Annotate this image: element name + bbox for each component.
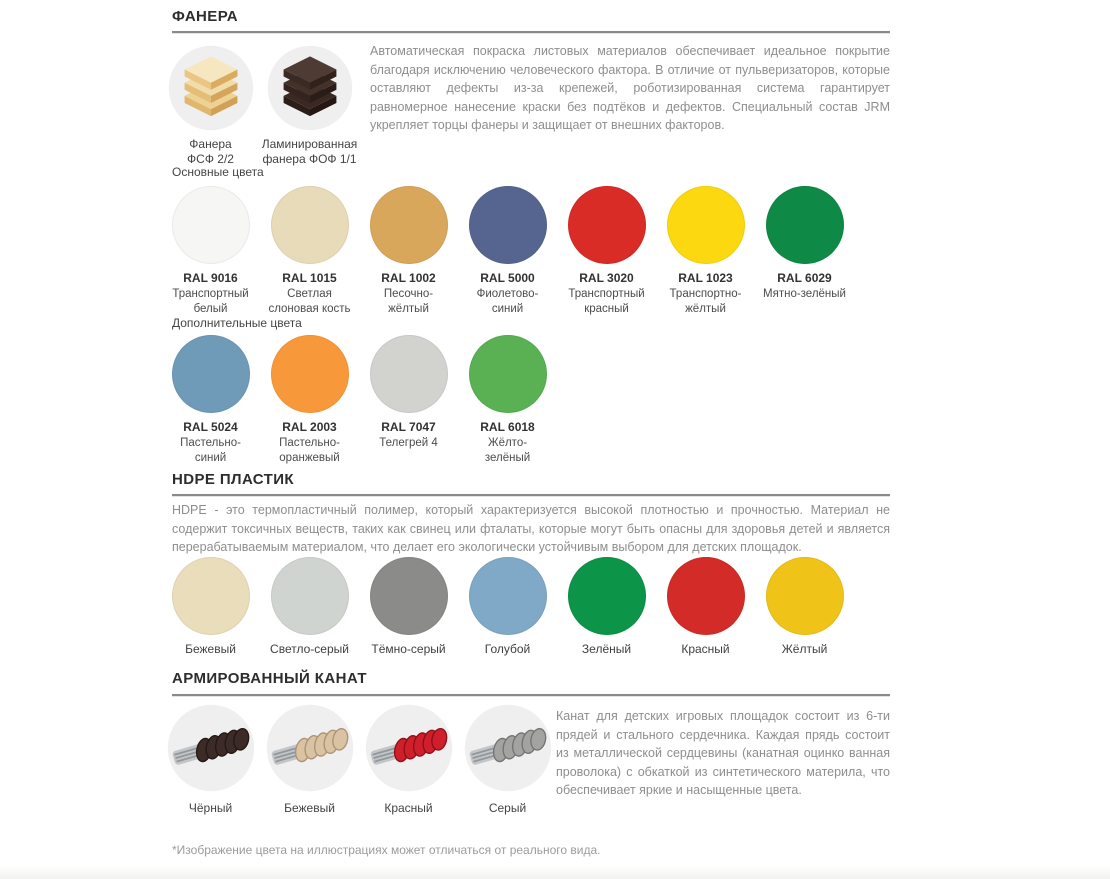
color-name-line1: Мятно-зелёный	[763, 288, 846, 300]
section-divider	[172, 31, 890, 34]
hdpe-section-title: HDPE ПЛАСТИК	[172, 471, 294, 488]
section-divider	[172, 694, 890, 697]
main-colors-subtitle: Основные цвета	[172, 165, 264, 179]
rope-photo-icon	[463, 703, 553, 793]
color-swatch	[755, 557, 854, 656]
ral-code: RAL 1015	[282, 271, 337, 285]
color-name-line2: белый	[193, 302, 228, 315]
rope-photo-icon	[364, 703, 454, 793]
rope-description: Канат для детских игровых площадок состоит из 6-ти прядей и стального сердечника. Каждая прядь состоит из металлической сердцевины (канатная оцинко ванная проволока) с обкаткой из синтетического материла, что обеспечивает яркие и насыщенные цвета.	[556, 709, 890, 797]
material-label	[260, 137, 359, 167]
color-circle	[271, 335, 349, 413]
color-name-line1: Светлая	[287, 288, 332, 300]
rope-photo-icon	[166, 703, 256, 793]
color-name-line2: синий	[194, 451, 227, 464]
ral-code: RAL 9016	[183, 271, 238, 285]
page-content	[172, 0, 890, 879]
color-name-line2: зелёный	[484, 451, 531, 464]
color-swatch	[359, 557, 458, 656]
color-swatch	[359, 186, 458, 316]
color-circle	[667, 557, 745, 635]
color-circle	[469, 335, 547, 413]
color-circle	[568, 186, 646, 264]
color-name: Красный	[681, 642, 730, 656]
color-swatch	[557, 557, 656, 656]
rope-photo-icon	[265, 703, 355, 793]
color-swatch	[161, 557, 260, 656]
color-swatch	[656, 557, 755, 656]
rope-swatch	[260, 703, 359, 815]
material-label-line2: ФСФ 2/2	[187, 152, 234, 166]
hdpe-description: HDPE - это термопластичный полимер, который характеризуется высокой плотностью и прочностью. Материал не содержит токсичных веществ, таких как свинец или фталаты, которые могут быть опасны для здоровья детей и является перерабатываемым материалом, что делает его экологически устойчивым выбором для детских площадок.	[172, 503, 890, 554]
color-name-line1: Пастельно-	[180, 437, 241, 449]
material-label-line1: Ламинированная	[261, 137, 358, 151]
ral-code: RAL 6029	[777, 271, 832, 285]
color-swatch	[755, 186, 854, 316]
extra-colors-row	[161, 335, 557, 465]
color-swatch	[458, 186, 557, 316]
rope-section-title: АРМИРОВАННЫЙ КАНАТ	[172, 670, 367, 687]
ral-code: RAL 1023	[678, 271, 733, 285]
color-name-line1: Жёлто-	[487, 437, 528, 449]
rope-swatch	[359, 703, 458, 815]
color-name-line2: оранжевый	[279, 451, 340, 464]
ral-code: RAL 1002	[381, 271, 436, 285]
rope-color-name: Красный	[384, 801, 433, 815]
color-swatch	[359, 335, 458, 465]
ral-code: RAL 2003	[282, 420, 337, 434]
color-name-line2: жёлтый	[685, 302, 726, 315]
rope-color-name: Серый	[488, 801, 527, 815]
color-swatch	[161, 335, 260, 465]
color-circle	[469, 186, 547, 264]
color-circle	[172, 335, 250, 413]
color-name-line1: Телегрей 4	[379, 437, 438, 449]
rope-swatch	[458, 703, 557, 815]
color-circle	[469, 557, 547, 635]
color-circle	[271, 557, 349, 635]
color-name: Бежевый	[185, 642, 236, 656]
extra-colors-subtitle: Дополнительные цвета	[172, 316, 302, 330]
color-name: Жёлтый	[781, 642, 828, 656]
color-name: Зелёный	[581, 642, 632, 656]
color-circle	[568, 557, 646, 635]
rope-color-name: Чёрный	[188, 801, 233, 815]
ral-code: RAL 5024	[183, 420, 238, 434]
color-name-line1: Песочно-	[383, 288, 434, 300]
color-name: Светло-серый	[270, 642, 349, 656]
color-name-line1: Транспортно-	[669, 288, 742, 300]
hdpe-colors-row	[161, 557, 854, 656]
color-name-line2: слоновая кость	[268, 302, 351, 315]
color-circle	[370, 186, 448, 264]
color-swatch	[458, 557, 557, 656]
material-plywood-laminated	[260, 44, 359, 167]
rope-swatch	[161, 703, 260, 815]
color-name-line1: Фиолетово-	[476, 288, 539, 300]
color-name: Голубой	[484, 642, 531, 656]
ral-code: RAL 6018	[480, 420, 535, 434]
color-circle	[172, 557, 250, 635]
color-swatch	[260, 335, 359, 465]
section-divider	[172, 494, 890, 497]
ral-code: RAL 5000	[480, 271, 535, 285]
color-disclaimer-footnote: *Изображение цвета на иллюстрациях может отличаться от реального вида.	[172, 843, 601, 857]
material-label-line2: фанера ФОФ 1/1	[262, 152, 357, 166]
color-name-line2: жёлтый	[388, 302, 429, 315]
color-name-line2: синий	[491, 302, 524, 315]
main-colors-row	[161, 186, 854, 316]
rope-colors-row	[161, 703, 557, 815]
plywood-section-title: ФАНЕРА	[172, 8, 239, 25]
color-swatch	[656, 186, 755, 316]
color-circle	[766, 186, 844, 264]
color-swatch	[161, 186, 260, 316]
color-circle	[766, 557, 844, 635]
color-swatch	[260, 186, 359, 316]
color-name-line1: Транспортный	[568, 288, 645, 300]
color-swatch	[458, 335, 557, 465]
color-name-line1: Транспортный	[172, 288, 249, 300]
material-label-line1: Фанера	[189, 137, 232, 151]
plywood-photo-icon	[167, 44, 255, 132]
material-label	[161, 137, 260, 167]
plywood-description: Автоматическая покраска листовых материалов обеспечивает идеальное покрытие благодаря исключению человеческого фактора. В отличие от пульверизаторов, которые оставляют дефекты из-за крепежей, роботизированная система гарантирует равномерное нанесение краски без подтёков и дефектов. Специальный состав JRM укрепляет торцы фанеры и защищает от внешних факторов.	[370, 44, 890, 132]
color-name-line2: красный	[584, 302, 629, 315]
plywood-materials-row	[161, 44, 359, 167]
color-name: Тёмно-серый	[371, 642, 446, 656]
color-circle	[172, 186, 250, 264]
ral-code: RAL 7047	[381, 420, 436, 434]
color-name-line1: Пастельно-	[279, 437, 340, 449]
material-plywood-fsf	[161, 44, 260, 167]
color-circle	[370, 335, 448, 413]
rope-color-name: Бежевый	[284, 801, 335, 815]
ral-code: RAL 3020	[579, 271, 634, 285]
color-swatch	[260, 557, 359, 656]
color-swatch	[557, 186, 656, 316]
laminated-plywood-photo-icon	[266, 44, 354, 132]
color-circle	[271, 186, 349, 264]
color-circle	[370, 557, 448, 635]
color-circle	[667, 186, 745, 264]
